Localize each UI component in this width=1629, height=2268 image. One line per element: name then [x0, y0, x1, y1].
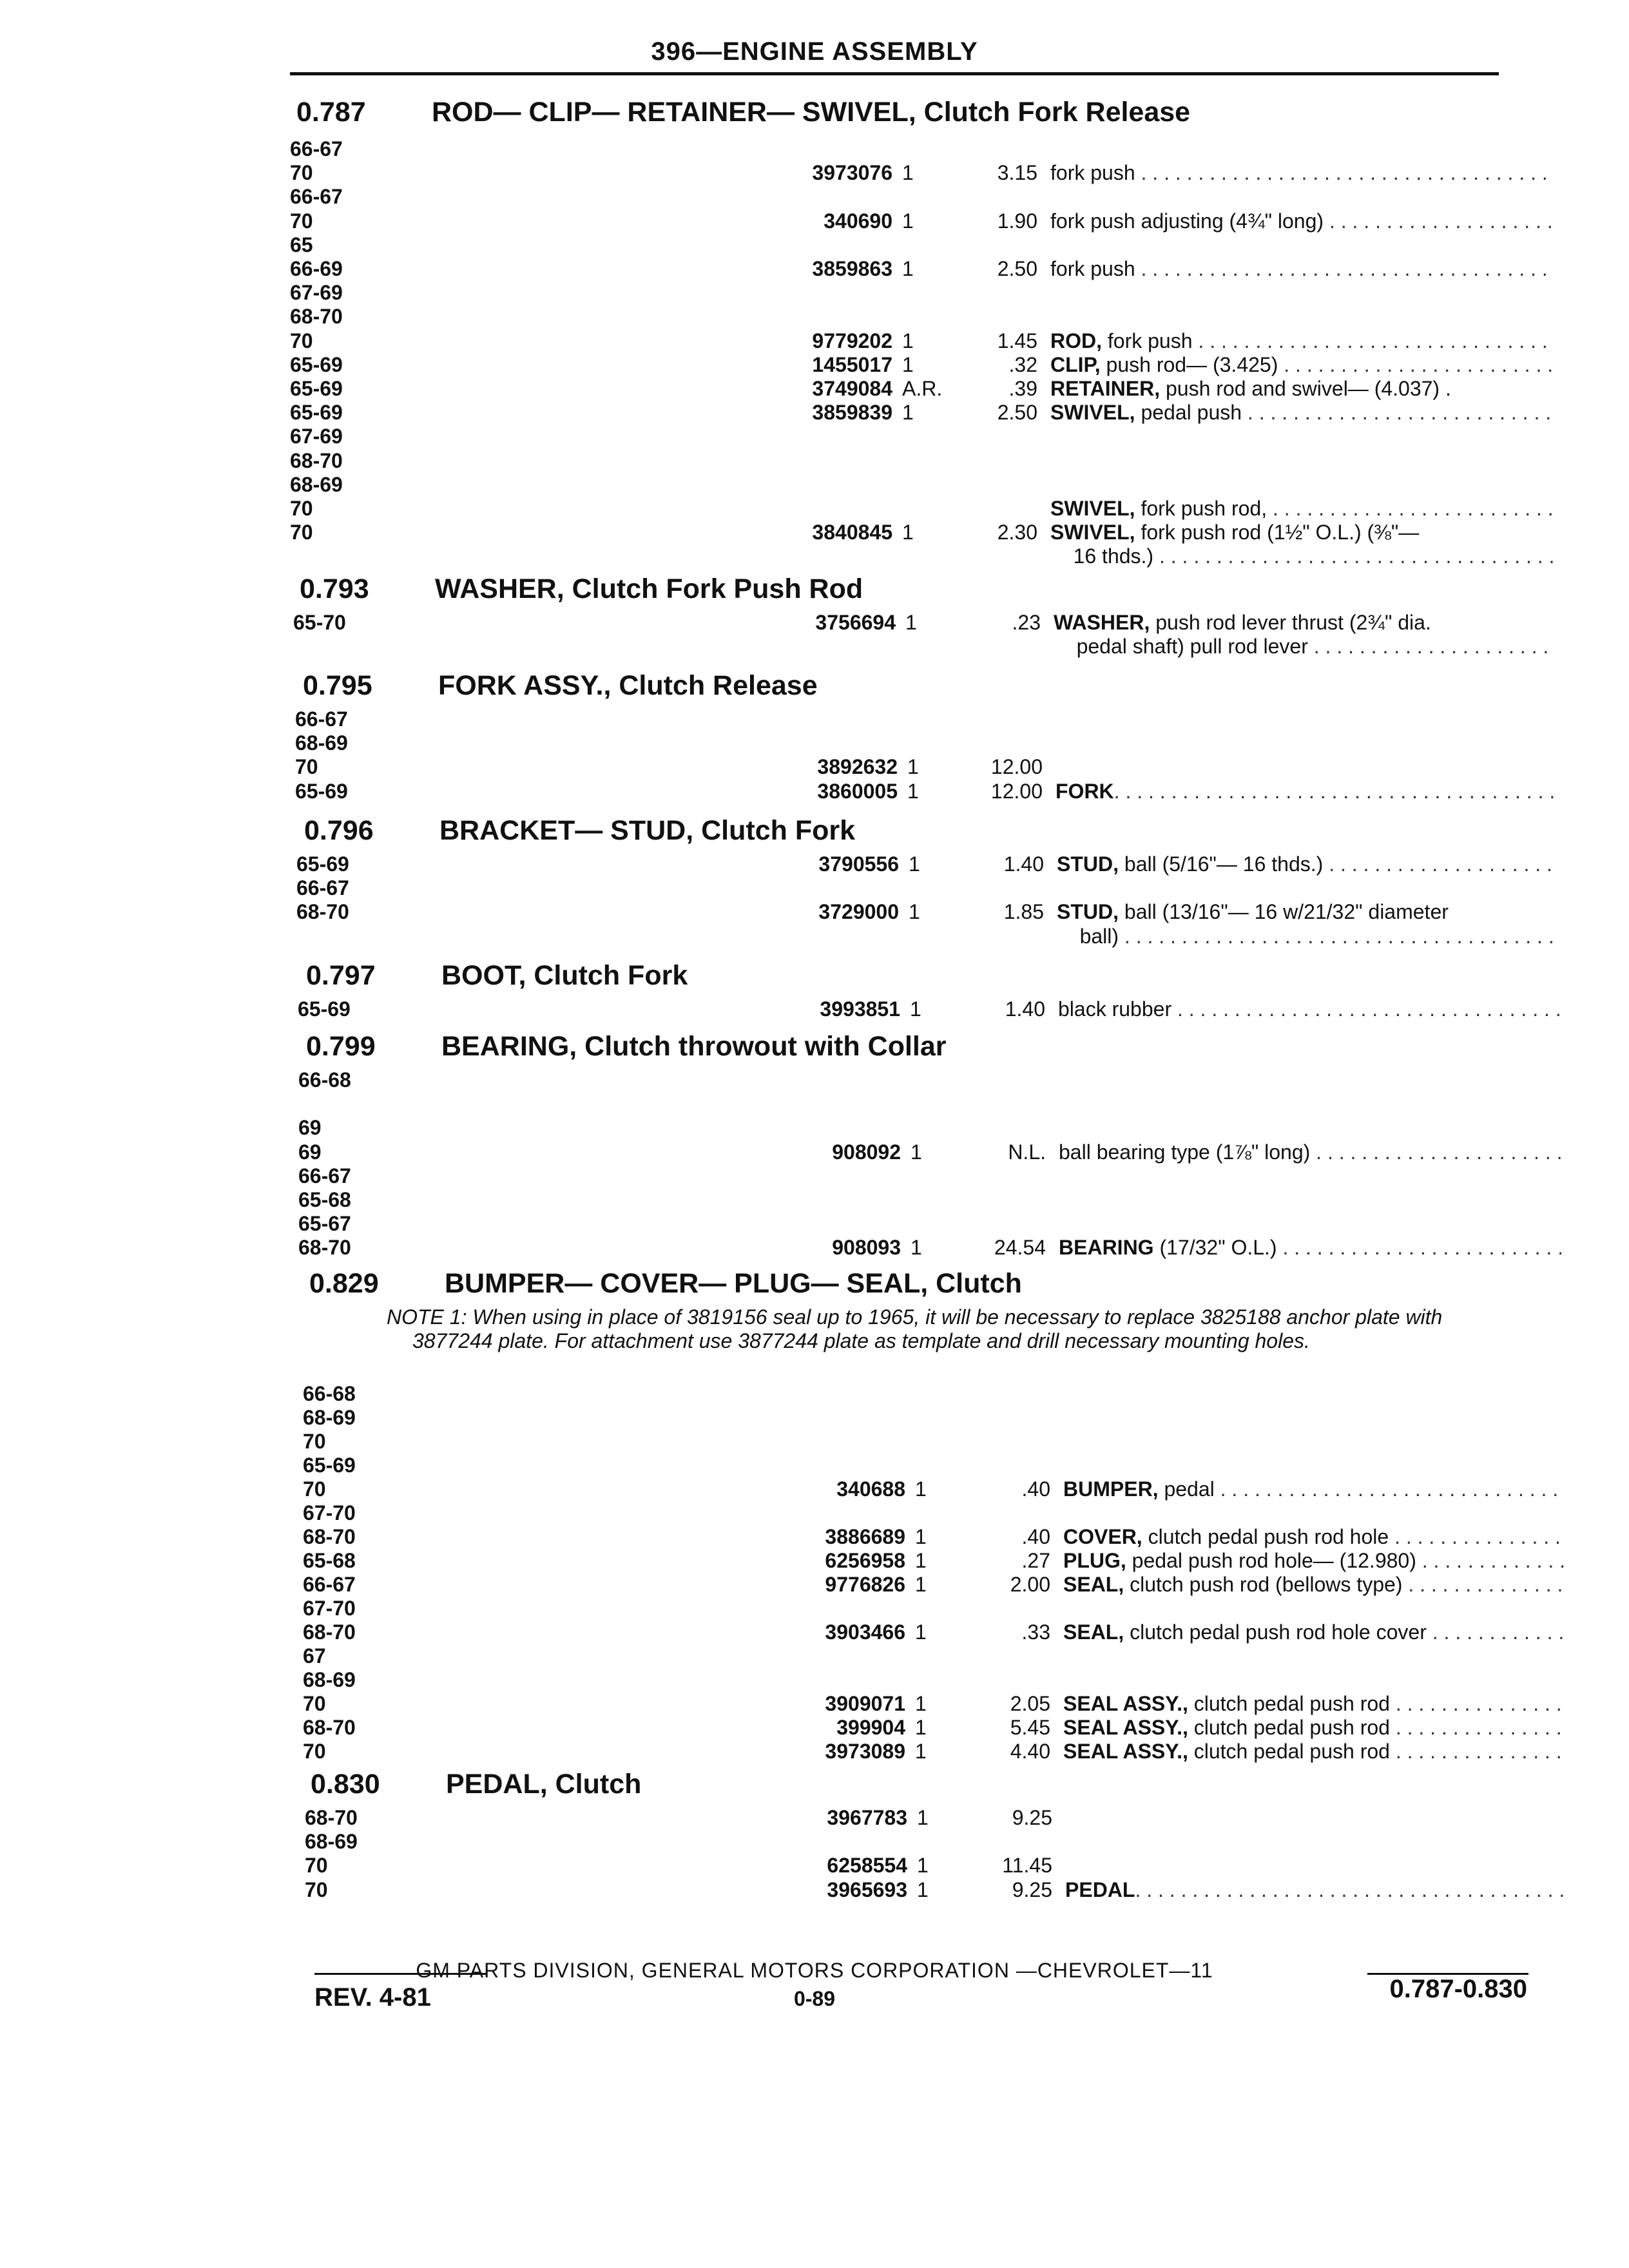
parts-row	[305, 1878, 1527, 1902]
price: 1.40	[1003, 852, 1044, 876]
parts-row	[303, 1501, 1527, 1525]
quantity: 1	[902, 257, 914, 280]
parts-row	[290, 425, 1527, 448]
model-years: 68-70	[298, 1236, 351, 1260]
parts-row	[303, 1477, 1527, 1501]
price: 9.25	[1012, 1806, 1052, 1829]
price: 24.54	[994, 1236, 1046, 1260]
model-years: 68-70	[303, 1716, 356, 1739]
part-name: WASHER,	[1054, 611, 1150, 634]
description-text: 16 thds.)	[1050, 544, 1159, 568]
section-title: BOOT, Clutch Fork	[441, 960, 688, 991]
model-years: 67-70	[303, 1597, 356, 1620]
footer-publisher: GM PARTS DIVISION, GENERAL MOTORS CORPORATION —CHEVROLET—11	[416, 1959, 1213, 1982]
part-name: SEAL ASSY.,	[1063, 1692, 1188, 1715]
part-name: COVER,	[1063, 1525, 1142, 1548]
part-number: 3729000	[818, 900, 899, 924]
description-text: ball bearing type (1⅞" long)	[1059, 1140, 1316, 1164]
description-text: clutch pedal push rod	[1188, 1716, 1396, 1739]
quantity: 1	[915, 1716, 927, 1739]
part-name: SEAL ASSY.,	[1063, 1716, 1188, 1739]
model-years: 68-70	[305, 1806, 358, 1829]
parts-row	[295, 755, 1527, 779]
parts-row	[298, 997, 1527, 1021]
price: 9.25	[1012, 1878, 1052, 1901]
description	[1054, 635, 1556, 658]
price: 1.40	[1005, 997, 1045, 1021]
section-title: BRACKET— STUD, Clutch Fork	[439, 815, 855, 846]
description	[1065, 1878, 1568, 1902]
section-title: ROD— CLIP— RETAINER— SWIVEL, Clutch Fork Release	[432, 97, 1191, 128]
description-text: ball (13/16"— 16 w/21/32" diameter	[1119, 900, 1454, 924]
quantity: 1	[909, 900, 920, 924]
description	[1055, 780, 1558, 803]
model-years: 66-67	[298, 1164, 351, 1187]
price: .40	[1021, 1477, 1050, 1501]
section-heading	[303, 670, 818, 702]
parts-row	[303, 1406, 1527, 1430]
quantity: 1	[910, 997, 921, 1021]
description	[1050, 329, 1553, 353]
part-number: 3790556	[818, 852, 899, 876]
parts-row	[303, 1644, 1527, 1668]
quantity: 1	[917, 1878, 929, 1901]
description	[1050, 401, 1553, 425]
model-years: 68-70	[303, 1620, 356, 1644]
price: .40	[1021, 1525, 1050, 1548]
part-name: ROD,	[1050, 329, 1102, 352]
description-text: fork push	[1102, 329, 1199, 352]
parts-row	[290, 257, 1527, 281]
description	[1063, 1573, 1566, 1597]
description-text: fork push	[1050, 161, 1141, 185]
parts-row	[290, 209, 1527, 233]
description	[1057, 852, 1559, 876]
model-years: 65-69	[290, 377, 343, 400]
description-text: fork push rod (1½" O.L.) (⅜"—	[1135, 521, 1425, 544]
section-title: FORK ASSY., Clutch Release	[438, 670, 818, 701]
price: .27	[1021, 1549, 1050, 1572]
model-years: 67-69	[290, 281, 343, 305]
part-name: FORK	[1055, 779, 1114, 803]
footer-group-range: 0.787-0.830	[1389, 1975, 1527, 2003]
quantity: 1	[902, 329, 914, 352]
model-years: 70	[290, 209, 313, 233]
parts-row	[290, 185, 1527, 209]
part-name: STUD,	[1057, 900, 1119, 924]
model-years: 68-70	[290, 448, 343, 472]
part-number: 9776826	[825, 1573, 905, 1596]
parts-row	[303, 1573, 1527, 1597]
part-name: SWIVEL,	[1050, 521, 1135, 544]
parts-row	[293, 611, 1527, 635]
parts-row	[305, 1806, 1527, 1830]
parts-row	[303, 1549, 1527, 1573]
parts-row	[290, 401, 1527, 425]
quantity: 1	[911, 1140, 922, 1164]
parts-row	[290, 137, 1527, 161]
parts-row	[305, 1854, 1527, 1878]
price: 1.85	[1003, 900, 1044, 924]
parts-row	[303, 1597, 1527, 1620]
section-title: BEARING, Clutch throwout with Collar	[441, 1031, 947, 1062]
quantity: A.R.	[902, 377, 943, 400]
parts-row	[296, 900, 1527, 924]
price: 2.30	[997, 521, 1037, 544]
model-years: 65-69	[295, 779, 348, 803]
part-number: 9779202	[812, 329, 892, 352]
part-number: 3886689	[825, 1525, 905, 1548]
description-text: clutch pedal push rod	[1188, 1692, 1396, 1715]
model-years: 65-69	[290, 401, 343, 425]
model-years: 65	[290, 233, 313, 256]
parts-row	[303, 1692, 1527, 1716]
parts-row	[296, 925, 1527, 948]
description	[1050, 377, 1553, 401]
parts-row	[290, 353, 1527, 377]
quantity: 1	[907, 755, 919, 779]
part-number: 340688	[836, 1477, 905, 1501]
parts-row	[298, 1068, 1527, 1092]
price: 12.00	[990, 755, 1043, 779]
price: 5.45	[1010, 1716, 1050, 1739]
parts-row	[303, 1454, 1527, 1477]
parts-row	[290, 497, 1527, 521]
description-text: fork push	[1050, 257, 1141, 280]
parts-row	[293, 635, 1527, 658]
description-text: ball)	[1057, 924, 1124, 948]
price: 11.45	[1002, 1854, 1052, 1878]
quantity: 1	[907, 779, 919, 803]
part-number: 1455017	[812, 352, 892, 376]
part-number: 3756694	[815, 611, 896, 634]
price: .32	[1008, 352, 1037, 376]
price: 2.05	[1010, 1692, 1050, 1715]
quantity: 1	[915, 1740, 927, 1763]
section-heading	[306, 1031, 947, 1062]
quantity: 1	[915, 1692, 927, 1715]
parts-row	[290, 161, 1527, 185]
description-text: (17/32" O.L.)	[1153, 1236, 1283, 1260]
description	[1063, 1692, 1566, 1716]
quantity: 1	[902, 352, 914, 376]
part-number: 3840845	[812, 521, 892, 544]
parts-row	[303, 1740, 1527, 1763]
model-years: 68-70	[290, 305, 343, 329]
model-years: 66-68	[303, 1382, 356, 1405]
description	[1050, 161, 1553, 185]
parts-row	[290, 544, 1527, 568]
model-years: 68-70	[296, 900, 349, 924]
section-number: 0.796	[304, 815, 374, 846]
description	[1050, 257, 1553, 281]
quantity: 1	[902, 161, 914, 185]
part-name: SEAL,	[1063, 1573, 1124, 1596]
description-text: clutch pedal push rod	[1188, 1740, 1396, 1763]
model-years: 70	[303, 1740, 326, 1763]
price: 12.00	[990, 779, 1043, 803]
parts-row	[298, 1236, 1527, 1260]
part-name: PLUG,	[1063, 1549, 1126, 1572]
model-years: 66-67	[295, 707, 348, 731]
model-years: 70	[295, 755, 318, 779]
part-number: 3967783	[827, 1806, 907, 1829]
description	[1058, 997, 1561, 1021]
quantity: 1	[915, 1525, 927, 1548]
parts-row	[295, 780, 1527, 803]
section-number: 0.799	[306, 1031, 376, 1062]
part-number: 3993851	[820, 997, 900, 1021]
model-years: 67-69	[290, 425, 343, 448]
description-text: clutch push rod (bellows type)	[1124, 1573, 1409, 1596]
page-header-title: 396—ENGINE ASSEMBLY	[651, 37, 978, 66]
price: 3.15	[997, 161, 1037, 185]
description-text: pedal push rod hole— (12.980)	[1126, 1549, 1422, 1572]
quantity: 1	[917, 1806, 929, 1829]
part-number: 3973089	[825, 1740, 905, 1763]
description	[1054, 611, 1556, 635]
part-number: 399904	[836, 1716, 905, 1739]
section-heading	[311, 1769, 641, 1800]
part-name: SWIVEL,	[1050, 401, 1135, 425]
price: 1.45	[997, 329, 1037, 352]
parts-row	[303, 1668, 1527, 1692]
description-text: clutch pedal push rod hole	[1142, 1525, 1395, 1548]
section-heading	[300, 573, 863, 605]
part-number: 3749084	[812, 377, 892, 400]
part-name: CLIP,	[1050, 352, 1101, 376]
section-number: 0.787	[296, 97, 366, 128]
quantity: 1	[909, 852, 920, 876]
parts-row	[290, 473, 1527, 497]
parts-row	[296, 876, 1527, 900]
section-heading	[296, 97, 1190, 128]
quantity: 1	[905, 611, 917, 634]
quantity: 1	[902, 401, 914, 425]
section-heading	[306, 960, 688, 992]
quantity: 1	[911, 1236, 922, 1260]
description-text: push rod lever thrust (2¾" dia.	[1150, 611, 1437, 634]
description	[1063, 1620, 1566, 1644]
parts-row	[290, 233, 1527, 257]
description	[1050, 497, 1553, 521]
header-rule	[290, 72, 1499, 75]
part-name: BEARING	[1059, 1236, 1154, 1260]
model-years: 65-68	[298, 1188, 351, 1211]
model-years: 65-67	[298, 1212, 351, 1236]
model-years: 68-69	[295, 731, 348, 755]
parts-row	[298, 1116, 1527, 1140]
section-number: 0.830	[311, 1769, 380, 1800]
part-name: PEDAL	[1065, 1878, 1135, 1901]
quantity: 1	[917, 1854, 929, 1878]
description-text: push rod and swivel— (4.037) .	[1160, 377, 1457, 400]
parts-row	[290, 329, 1527, 353]
parts-row	[303, 1525, 1527, 1549]
price: .39	[1008, 377, 1037, 400]
part-name: STUD,	[1057, 852, 1119, 876]
part-number: 3903466	[825, 1620, 905, 1644]
section-heading	[309, 1268, 1022, 1300]
parts-row	[290, 449, 1527, 473]
description	[1050, 209, 1553, 233]
model-years: 68-69	[305, 1830, 358, 1854]
part-number: 908092	[832, 1140, 901, 1164]
description-text: fork push rod,	[1135, 497, 1273, 520]
section-note: NOTE 1: When using in place of 3819156 seal up to 1965, it will be necessary to replace 3825188 anchor plate with 3877244 plate. For attachment use 3877244 plate as template and drill necessary mounting holes.	[387, 1305, 1443, 1352]
parts-row	[303, 1430, 1527, 1454]
description-text: black rubber	[1058, 997, 1177, 1021]
model-years: 70	[305, 1878, 328, 1901]
quantity: 1	[902, 521, 914, 544]
parts-row	[298, 1188, 1527, 1212]
part-name: RETAINER,	[1050, 377, 1161, 400]
parts-row	[303, 1620, 1527, 1644]
description	[1063, 1477, 1566, 1501]
section-title: BUMPER— COVER— PLUG— SEAL, Clutch	[445, 1268, 1022, 1299]
parts-row	[290, 305, 1527, 329]
model-years: 70	[303, 1430, 326, 1453]
parts-row	[303, 1716, 1527, 1740]
part-number: 3859839	[812, 401, 892, 425]
parts-row	[305, 1830, 1527, 1854]
part-number: 3973076	[812, 161, 892, 185]
footer-revision: REV. 4-81	[314, 1983, 431, 2012]
model-years: 69	[298, 1116, 322, 1140]
parts-row	[298, 1140, 1527, 1164]
model-years: 70	[290, 161, 313, 185]
model-years: 65-69	[296, 852, 349, 876]
description-text: pedal	[1158, 1477, 1220, 1501]
quantity: 1	[902, 209, 914, 233]
model-years: 67	[303, 1644, 326, 1667]
model-years: 66-67	[303, 1573, 356, 1596]
model-years: 65-69	[290, 352, 343, 376]
part-number: 908093	[832, 1236, 901, 1260]
model-years: 65-69	[303, 1454, 356, 1477]
description-text: pedal shaft) pull rod lever	[1054, 635, 1314, 658]
price: 2.50	[997, 257, 1037, 280]
description	[1063, 1525, 1566, 1549]
part-number: 6258554	[827, 1854, 907, 1878]
description	[1063, 1740, 1566, 1763]
price: 4.40	[1010, 1740, 1050, 1763]
part-number: 3860005	[817, 779, 898, 803]
model-years: 70	[290, 329, 313, 352]
description	[1050, 353, 1553, 377]
footer-page-number: 0-89	[793, 1987, 836, 2010]
quantity: 1	[915, 1620, 927, 1644]
part-number: 3965693	[827, 1878, 907, 1901]
price: 2.00	[1010, 1573, 1050, 1596]
price: .33	[1021, 1620, 1050, 1644]
description	[1050, 544, 1553, 568]
model-years: 66-69	[290, 257, 343, 280]
part-number: 3892632	[817, 755, 898, 779]
description-text: push rod— (3.425)	[1100, 352, 1284, 376]
model-years: 66-67	[290, 185, 343, 209]
part-number: 6256958	[825, 1549, 905, 1572]
model-years: 68-69	[303, 1406, 356, 1429]
part-number: 3859863	[812, 257, 892, 280]
parts-row	[298, 1092, 1527, 1116]
description	[1050, 521, 1553, 544]
model-years: 70	[305, 1854, 328, 1878]
parts-row	[290, 281, 1527, 305]
quantity: 1	[915, 1477, 927, 1501]
parts-row	[303, 1382, 1527, 1406]
description	[1057, 900, 1559, 924]
quantity: 1	[915, 1549, 927, 1572]
parts-row	[298, 1164, 1527, 1188]
parts-row	[295, 731, 1527, 755]
model-years: 67-70	[303, 1501, 356, 1524]
part-number: 3909071	[825, 1692, 905, 1715]
parts-row	[290, 521, 1527, 544]
description	[1057, 925, 1559, 948]
model-years: 70	[303, 1692, 326, 1715]
part-number: 340690	[824, 209, 892, 233]
model-years: 65-69	[298, 997, 351, 1021]
model-years: 68-69	[290, 472, 343, 496]
section-title: PEDAL, Clutch	[446, 1769, 642, 1800]
model-years: 69	[298, 1140, 322, 1164]
part-name: SWIVEL,	[1050, 497, 1135, 520]
model-years: 65-70	[293, 611, 346, 634]
description-text: pedal push	[1135, 401, 1248, 425]
section-number: 0.793	[300, 573, 369, 604]
description-text: fork push adjusting (4¾" long)	[1050, 209, 1329, 233]
model-years: 66-67	[296, 876, 349, 900]
description-text: clutch pedal push rod hole cover	[1124, 1620, 1432, 1644]
price: .23	[1012, 611, 1041, 634]
description	[1063, 1716, 1566, 1740]
model-years: 70	[303, 1477, 326, 1501]
part-name: SEAL,	[1063, 1620, 1124, 1644]
model-years: 68-70	[303, 1525, 356, 1548]
model-years: 70	[290, 521, 313, 544]
price: N.L.	[1008, 1140, 1046, 1164]
section-heading	[304, 815, 855, 847]
parts-row	[298, 1212, 1527, 1236]
part-name: BUMPER,	[1063, 1477, 1159, 1501]
price: 2.50	[997, 401, 1037, 425]
price: 1.90	[997, 209, 1037, 233]
description-text: ball (5/16"— 16 thds.)	[1119, 852, 1329, 876]
parts-row	[290, 377, 1527, 401]
section-number: 0.795	[303, 670, 372, 701]
model-years: 70	[290, 497, 313, 520]
model-years: 66-67	[290, 137, 343, 160]
description	[1059, 1140, 1561, 1164]
section-number: 0.797	[306, 960, 376, 991]
parts-row	[295, 707, 1527, 731]
parts-row	[296, 852, 1527, 876]
model-years: 68-69	[303, 1668, 356, 1691]
section-title: WASHER, Clutch Fork Push Rod	[435, 573, 863, 604]
description	[1063, 1549, 1566, 1573]
section-number: 0.829	[309, 1268, 379, 1299]
model-years: 65-68	[303, 1549, 356, 1572]
description	[1059, 1236, 1561, 1260]
quantity: 1	[915, 1573, 927, 1596]
model-years: 66-68	[298, 1068, 351, 1091]
part-name: SEAL ASSY.,	[1063, 1740, 1188, 1763]
